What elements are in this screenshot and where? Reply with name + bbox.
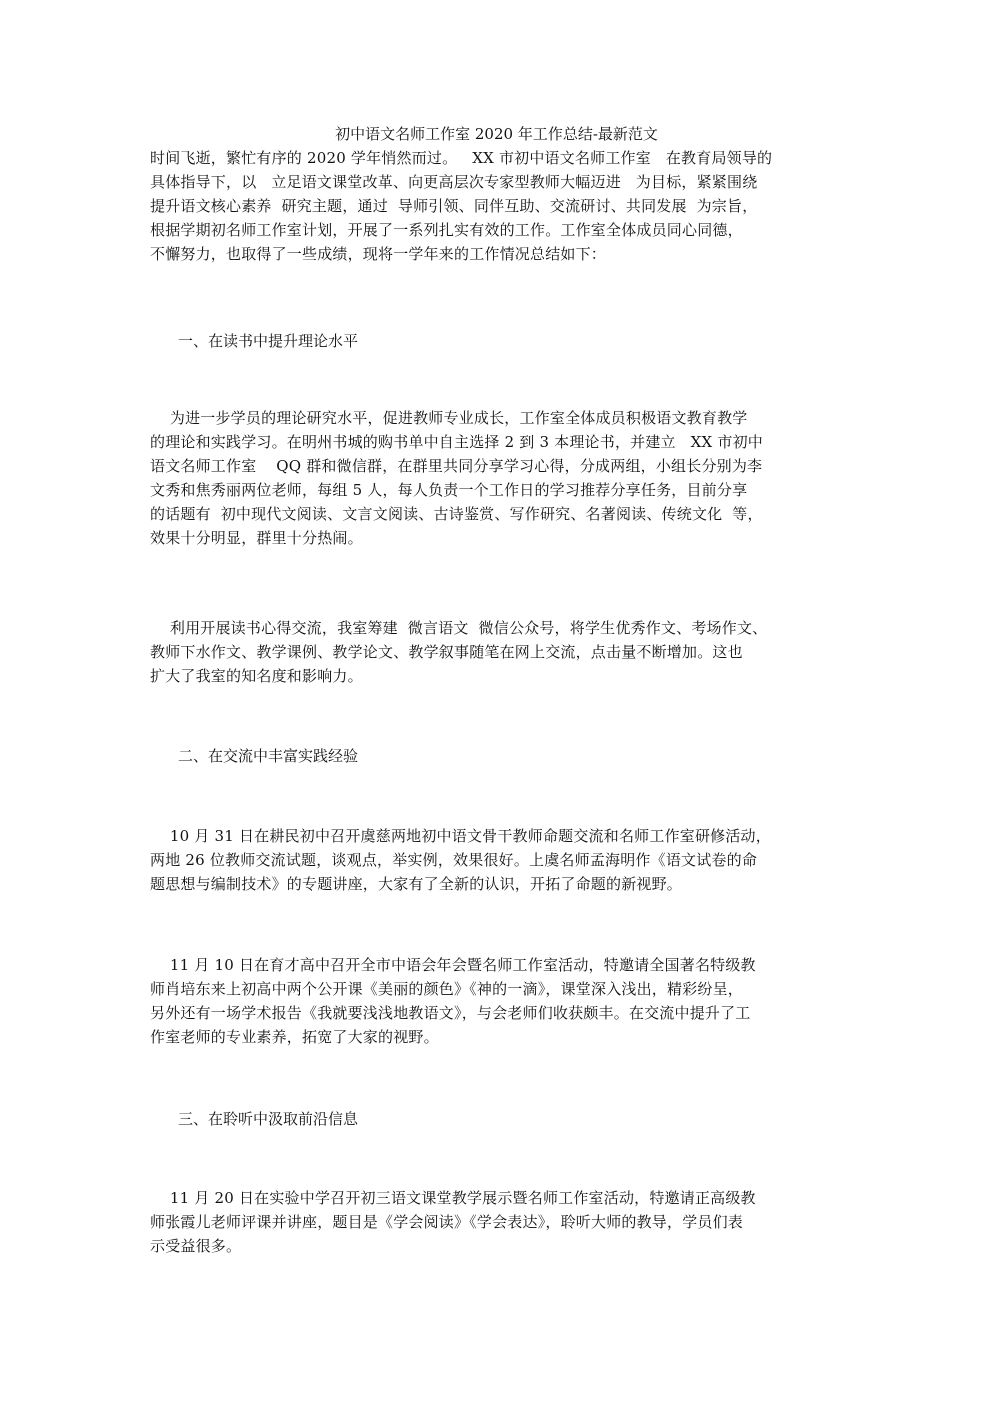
- section-heading-1: 一、在读书中提升理论水平: [178, 332, 359, 350]
- section-heading-2: 二、在交流中丰富实践经验: [178, 747, 359, 765]
- text-line: 另外还有一场学术报告《我就要浅浅地教语文》，与会老师们收获颇丰。在交流中提升了工: [150, 1004, 751, 1022]
- text-line: 利用开展读书心得交流，我室筹建 微言语文 微信公众号，将学生优秀作文、考场作文、: [150, 619, 768, 637]
- text-line: 语文名师工作室 QQ 群和微信群，在群里共同分享学习心得，分成两组，小组长分别为李: [150, 457, 763, 475]
- section2-paragraph-1: [150, 824, 850, 896]
- text-line: 文秀和焦秀丽两位老师，每组 5 人，每人负责一个工作日的学习推荐分享任务，目前分享: [150, 481, 748, 499]
- text-line: 时间飞逝，繁忙有序的 2020 学年悄然而过。 XX 市初中语文名师工作室 在教育局领导的: [150, 149, 773, 167]
- text-line: 11 月 10 日在育才高中召开全市中语会年会暨名师工作室活动，特邀请全国著名特级教: [150, 956, 756, 974]
- text-line: 示受益很多。: [150, 1237, 242, 1255]
- section1-paragraph-1: [150, 406, 850, 550]
- section1-paragraph-2: [150, 616, 850, 688]
- text-line: 的理论和实践学习。在明州书城的购书单中自主选择 2 到 3 本理论书，并建立 XX 市初中: [150, 433, 763, 451]
- text-line: 的话题有 初中现代文阅读、文言文阅读、古诗鉴赏、写作研究、名著阅读、传统文化 等，: [150, 505, 763, 523]
- text-line: 作室老师的专业素养，拓宽了大家的视野。: [150, 1028, 439, 1046]
- text-line: 为进一步学员的理论研究水平，促进教师专业成长，工作室全体成员积极语文教育教学: [150, 409, 748, 427]
- text-line: 10 月 31 日在耕民初中召开虞慈两地初中语文骨干教师命题交流和名师工作室研修活动，: [150, 827, 771, 845]
- text-line: 扩大了我室的知名度和影响力。: [150, 667, 363, 685]
- text-line: 师肖培东来上初高中两个公开课《美丽的颜色》《神的一滴》，课堂深入浅出，精彩纷呈，: [150, 980, 744, 998]
- text-line: 教师下水作文、教学课例、教学论文、教学叙事随笔在网上交流，点击量不断增加。这也: [150, 643, 743, 661]
- text-line: 题思想与编制技术》的专题讲座，大家有了全新的认识，开拓了命题的新视野。: [150, 875, 683, 893]
- document-title: 初中语文名师工作室 2020 年工作总结-最新范文: [335, 125, 658, 143]
- section3-paragraph-1: [150, 1186, 850, 1258]
- text-line: 11 月 20 日在实验中学召开初三语文课堂教学展示暨名师工作室活动，特邀请正高级教: [150, 1189, 756, 1207]
- text-line: 具体指导下，以 立足语文课堂改革、向更高层次专家型教师大幅迈进 为目标，紧紧围绕: [150, 173, 758, 191]
- section2-paragraph-2: [150, 953, 850, 1049]
- text-line: 师张霞儿老师评课并讲座，题目是《学会阅读》《学会表达》，聆听大师的教导，学员们表: [150, 1213, 744, 1231]
- text-line: 根据学期初名师工作室计划，开展了一系列扎实有效的工作。工作室全体成员同心同德，: [150, 221, 743, 239]
- text-line: 两地 26 位教师交流试题，谈观点，举实例，效果很好。上虞名师孟海明作《语文试卷的命: [150, 851, 758, 869]
- text-line: 不懈努力，也取得了一些成绩，现将一学年来的工作情况总结如下：: [150, 245, 607, 263]
- text-line: 提升语文核心素养 研究主题，通过 导师引领、同伴互助、交流研讨、共同发展 为宗旨，: [150, 197, 758, 215]
- section-heading-3: 三、在聆听中汲取前沿信息: [178, 1110, 359, 1128]
- text-line: 效果十分明显，群里十分热闹。: [150, 529, 363, 547]
- intro-paragraph: [150, 146, 850, 266]
